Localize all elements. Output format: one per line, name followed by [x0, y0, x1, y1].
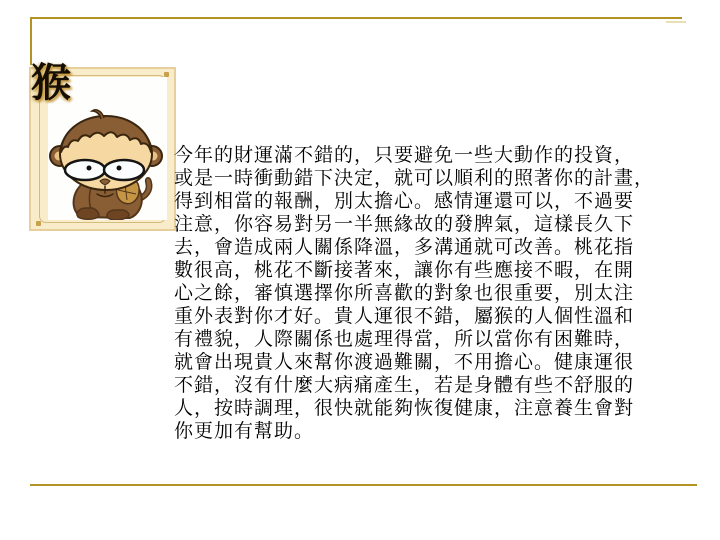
zodiac-character: 猴: [31, 59, 71, 106]
fortune-text-line: 今年的財運滿不錯的，只要避免一些大動作的投資，: [174, 144, 635, 166]
fortune-text-line: 重外表對你才好。貴人運很不錯，屬猴的人個性溫和: [174, 305, 635, 327]
fortune-text-line: 有禮貌，人際關係也處理得當，所以當你有困難時，: [174, 328, 635, 350]
top-border-rule-tail: [666, 21, 686, 23]
fortune-text-line: 就會出現貴人來幫你渡過難關，不用擔心。健康運很: [174, 351, 635, 373]
monkey-foot: [107, 210, 129, 220]
fortune-text-line: 或是一時衝動錯下決定，就可以順利的照著你的計畫，: [174, 167, 655, 189]
frame-corner-dot: [36, 221, 41, 226]
fortune-text-line: 得到相當的報酬，別太擔心。感情運還可以，不過要: [174, 190, 635, 212]
zodiac-card: [29, 59, 176, 231]
monkey-foot: [77, 208, 99, 219]
fortune-text-line: 你更加有幫助。: [174, 420, 315, 442]
fortune-text-line: 心之餘，審慎選擇你所喜歡的對象也很重要，別太注: [174, 282, 635, 304]
fortune-text-line: 注意，你容易對另一半無緣故的發脾氣，這樣長久下: [174, 213, 635, 235]
monkey-eye: [65, 160, 105, 180]
bottom-border-rule: [30, 484, 697, 486]
monkey-pupil: [117, 166, 122, 171]
monkey-pupil: [87, 166, 92, 171]
fortune-text-line: 不錯，沒有什麼大病痛產生，若是身體有些不舒服的: [174, 374, 635, 396]
monkey-eye: [104, 160, 144, 180]
top-border-rule: [30, 17, 682, 65]
fortune-text-line: 數很高，桃花不斷接著來，讓你有些應接不暇，在開: [174, 259, 635, 281]
fortune-text-line: 人，按時調理，很快就能夠恢復健康，注意養生會對: [174, 397, 635, 419]
fortune-text-line: 去，會造成兩人關係降溫，多溝通就可改善。桃花指: [174, 236, 635, 258]
fortune-paragraph: [174, 144, 674, 443]
